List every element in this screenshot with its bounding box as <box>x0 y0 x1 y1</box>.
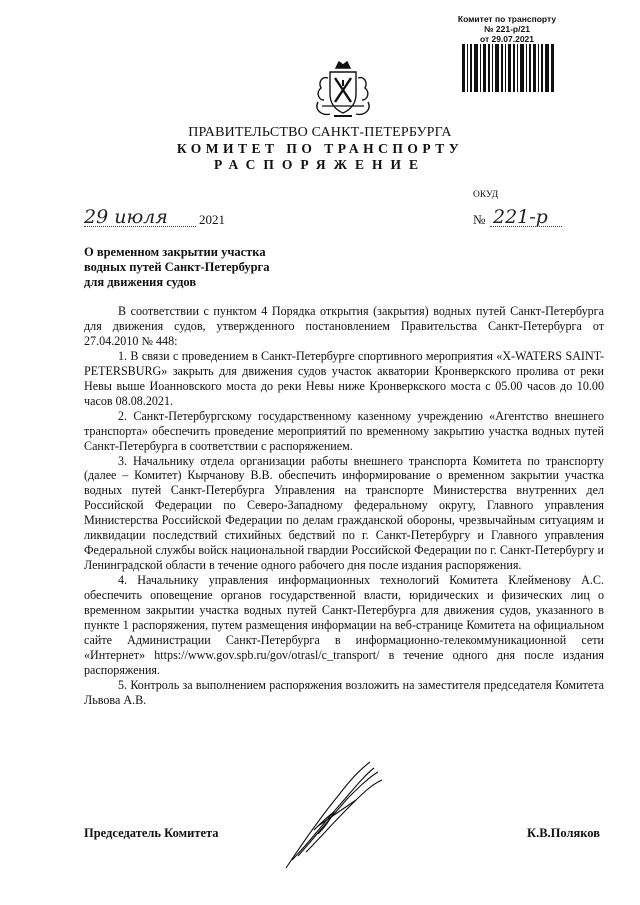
body-paragraph: 3. Начальнику отдела организации работы внешнего транспорта Комитета по транспорту (далее – Комитет) Кырчанову В.В. обеспечить информирование о временном закрытии участка водных путей Санкт-Петербурга Управления на транспорте Министерства внутренних дел Российской Федерации по Северо-Западному федеральному округу, Главного управления Министерства Российской Федерации по делам гражданской обороны, чрезвычайным ситуациям и ликвидации последствий стихийных бедствий по г. Санкт-Петербургу и Главного управления Федеральной службы войск национальной гвардии Российской Федерации по г. Санкт-Петербургу и Ленинградской области в течение одного рабочего дня после издания распоряжения. <box>84 453 604 573</box>
subject-line: для движения судов <box>84 275 197 289</box>
government-name: ПРАВИТЕЛЬСТВО САНКТ-ПЕТЕРБУРГА <box>188 125 452 140</box>
registration-stamp <box>452 14 562 44</box>
body-paragraph: 1. В связи с проведением в Санкт-Петербурге спортивного мероприятия «X-WATERS SAINT-PETERSBURG» закрыть для движения судов участок акватории Кронверкского пролива от реки Невы выше Иоанновского моста до реки Невы ниже Кронверкского моста с 05.00 часов до 10.00 часов 08.08.2021. <box>84 348 604 408</box>
body-paragraph: 2. Санкт-Петербургскому государственному казенному учреждению «Агентство внешнего транспорта» обеспечить проведение мероприятий по временному закрытию участка водных путей Санкт-Петербурга в соответствии с распоряжением. <box>84 408 604 453</box>
document-year: 2021 <box>199 212 225 227</box>
stamp-line-date: от 29.07.2021 <box>479 34 535 44</box>
stamp-line-committee: Комитет по транспорту <box>457 14 557 24</box>
coat-of-arms-emblem <box>312 58 374 122</box>
signer-title: Председатель Комитета <box>84 826 219 840</box>
handwritten-signature <box>278 760 388 872</box>
body-paragraph: 5. Контроль за выполнением распоряжения возложить на заместителя председателя Комитета Львова А.В. <box>84 677 604 707</box>
subject-line: водных путей Санкт-Петербурга <box>84 260 270 274</box>
handwritten-number: 221-р <box>493 206 548 228</box>
document-type: РАСПОРЯЖЕНИЕ <box>213 157 427 172</box>
signer-name: К.В.Поляков <box>527 826 600 840</box>
body-paragraph: В соответствии с пунктом 4 Порядка открытия (закрытия) водных путей Санкт-Петербурга для движения судов, утвержденного постановлением Правительства Санкт-Петербурга от 27.04.2010 № 448: <box>84 304 604 348</box>
body-paragraph: 4. Начальнику управления информационных технологий Комитета Клейменову А.С. обеспечить оповещение органов государственной власти, юридических и физических лиц о временном закрытии участка водных путей Санкт-Петербурга для движения судов, указанного в пункте 1 распоряжения, путем размещения информации на веб-странице Комитета на официальном сайте Администрации Санкт-Петербурга в информационно-телекоммуникационной сети «Интернет» https://www.gov.spb.ru/gov/otrasl/c_transport/ в течение одного дня после издания распоряжения. <box>84 573 604 677</box>
okud-label: ОКУД <box>473 190 499 200</box>
stamp-line-number: № 221-р/21 <box>484 24 530 34</box>
handwritten-date: 29 июля <box>84 206 168 228</box>
number-underline <box>490 226 562 227</box>
document-subject <box>84 245 344 290</box>
date-underline <box>84 226 196 227</box>
barcode-image <box>462 44 554 92</box>
subject-line: О временном закрытии участка <box>84 245 266 259</box>
number-sign: № <box>473 212 486 227</box>
document-body <box>84 304 604 708</box>
committee-name: КОМИТЕТ ПО ТРАНСПОРТУ <box>176 141 464 156</box>
